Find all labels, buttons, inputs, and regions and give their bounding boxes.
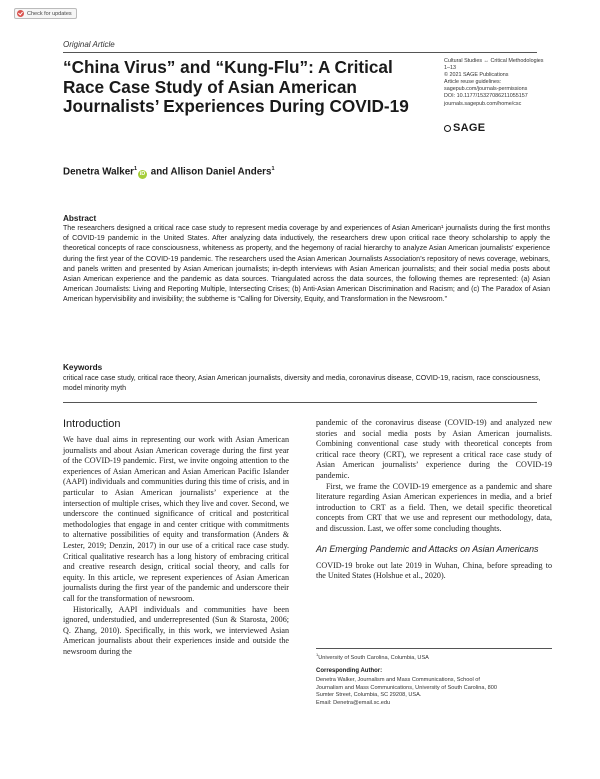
check-icon [17,10,24,17]
intro-paragraph-2: Historically, AAPI individuals and communities have been ignored, understudied, and underrepresented (Sun & Starosta, 2006; Q. Zhang, 2010). Specifically, in this work, we interviewed Asian American journalists about their experiences inside and outside the newsroom during the [63,604,289,656]
affiliation-note [316,652,429,661]
journal-info [444,58,574,108]
intro-paragraph-3: First, we frame the COVID-19 emergence as a pandemic and share literature regarding Asian American experiences in media, and a brief introduction to CRT as a field. Then, we detail specific theoretical concepts from CRT that we use and represent our methodology, data, and discussion. Last, we offer some concluding thoughts. [316,481,552,533]
permissions-link[interactable]: sagepub.com/journals-permissions [444,86,528,93]
keywords-text: critical race case study, critical race theory, Asian American journalists, diversity and media, coronavirus disease, COVID-19, racism, race consciousness, model minority myth [63,375,541,393]
keywords-heading: Keywords [63,363,103,372]
doi[interactable]: DOI: 10.1177/15327086211055157 [444,93,528,100]
header-rule [63,52,537,53]
author-2[interactable]: Allison Daniel Anders [170,166,272,178]
page-range: 1–13 [444,65,456,72]
introduction-heading: Introduction [63,418,121,430]
corresponding-author-line-2: Journalism and Mass Communications, University of South Carolina, 800 [316,684,497,691]
author-line [63,166,275,179]
journal-home-link[interactable]: journals.sagepub.com/home/csc [444,100,522,107]
body-column-left [63,418,289,657]
corresponding-author-line-3: Sumter Street, Columbia, SC 29208, USA. [316,692,422,698]
author-connector: and [148,166,171,178]
author-2-affiliation-mark: 1 [271,166,275,172]
affiliation-mark: 1 [316,652,319,657]
corresponding-author-email[interactable]: Email: Denetra@email.sc.edu [316,699,391,706]
article-title: “China Virus” and “Kung-Flu”: A Critical Race Case Study of Asian American Journalists’ Experiences During COVID-19 [63,57,409,116]
corresponding-author-details [316,677,556,707]
orcid-icon[interactable]: iD [139,171,146,178]
sage-logo-icon [444,125,451,132]
reuse-guidelines-label: Article reuse guidelines: [444,79,502,86]
journal-name: Cultural Studies ↔ Critical Methodologies [444,58,544,64]
copyright: © 2021 SAGE Publications [444,72,509,79]
corresponding-author-line-1: Denetra Walker, Journalism and Mass Communications, School of [316,677,480,683]
sage-logo-text: SAGE [453,122,486,134]
intro-paragraph-2-continued: pandemic of the coronavirus disease (COVID-19) and analyzed new stories and social media posts by Asian American journalists. Combining conventional case study with theoretical concepts from critical race theory (CRT), we represent a critical race case study of Asian American journalists’ experience during the COVID-19 pandemic. [316,418,552,480]
article-type: Original Article [63,40,115,49]
author-1[interactable]: Denetra Walker [63,166,134,178]
intro-paragraph-1: We have dual aims in representing our work with Asian American journalists and about Asian American coverage during the first year of the COVID-19 pandemic. First, we invite ongoing attention to the experiences of Asian American and Asian American Pacific Islander (AAPI) individuals and communities during this time of crisis, and in particular to Asian American journalists’ experience at the intersection of multiple crises, which they live and cover. Second, we underscore the continued significance of critical and postcritical methodologies that engage in and center critique with commitments to alternative possibilities of equity and transformation (Anders & Lester, 2019; Denzin, 2017) in our use of a critical race case study. Critical qualitative research has a long history of embracing critical and creative research design, critical social theory, and calls for equity. In this article, we represent experiences of Asian American journalists during the first year of the pandemic and underscore their call for the transformation of newsroom. [63,435,289,603]
abstract-text: The researchers designed a critical race case study to represent media coverage by and experiences of Asian American¹ journalists during the first months of COVID-19 pandemic in the United States. After analyzing data inductively, the researchers drew upon critical race theory scholarship to apply the theoretical concepts of race consciousness, whiteness as property, and the hegemony of racial hierarchy to analyze Asian American journalists’ experience during the first year of the COVID-19 pandemic. The researchers used the Asian American Journalists Association’s repository of news coverage, webinars, and panels written and presented by Asian American journalists; in-depth interviews with Asian American journalists; and their social media posts about Asian American experience and the pandemic as data sources. Triangulated across the data sources, the following themes are represented: (a) Asian American Journalists: Living and Reporting Multiple, Intersecting Crises; (b) Anti-Asian American Discrimination and Racism; and (c) The Paradox of Asian American hypervisibility and invisibility; the subtheme is “Calling for Diversity, Equity, and Transformation in the Newsroom.” [63,225,550,304]
body-column-right [316,418,552,582]
footnote-rule [316,648,552,649]
author-1-affiliation-mark: 1 [133,166,138,172]
section-rule [63,402,537,403]
pandemic-paragraph-1: COVID-19 broke out late 2019 in Wuhan, China, before spreading to the United States (Holshue et al., 2020). [316,560,552,581]
abstract-heading: Abstract [63,214,97,223]
pandemic-section-heading: An Emerging Pandemic and Attacks on Asian Americans [316,543,539,554]
sage-logo [444,122,485,134]
check-for-updates-label: Check for updates [27,10,72,17]
affiliation-text: University of South Carolina, Columbia, USA [318,654,429,661]
check-for-updates-badge[interactable] [14,8,77,19]
corresponding-author-heading: Corresponding Author: [316,668,383,674]
